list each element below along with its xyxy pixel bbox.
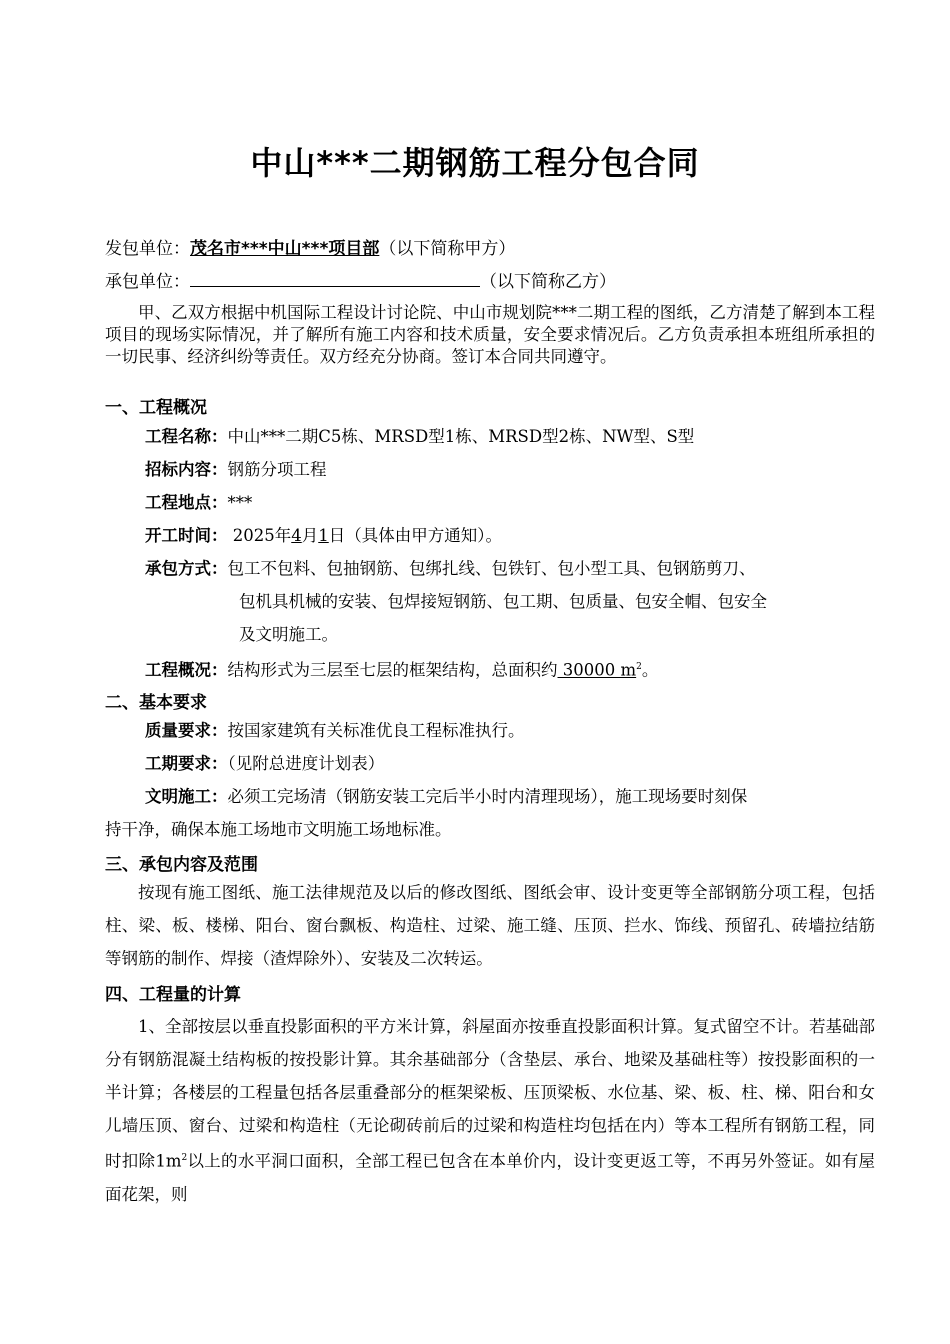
bid-content-label: 招标内容：	[145, 460, 228, 479]
section-4-text-b: 以上的水平洞口面积，全部工程已包含在本单价内，设计变更返工等，不再另外签证。如有屋面花架，则	[105, 1151, 876, 1204]
civil-label: 文明施工：	[145, 787, 228, 806]
overview-prefix: 结构形式为三层至七层的框架结构，总面积约	[227, 660, 558, 680]
contract-mode-label: 承包方式：	[145, 559, 228, 578]
section-4-text	[105, 1010, 875, 1211]
contract-mode-row	[145, 552, 875, 585]
party-b-line	[105, 270, 875, 293]
party-a-line	[105, 238, 875, 260]
section-3-heading: 三、承包内容及范围	[105, 855, 258, 875]
site-label: 工程地点：	[145, 493, 228, 512]
site-row	[145, 486, 875, 519]
section-4-text-sup: 2	[181, 1153, 188, 1163]
party-b-suffix: （以下简称乙方）	[480, 272, 616, 292]
period-row	[145, 747, 875, 780]
civil-line-2: 持干净，确保本施工场地市文明施工场地标准。	[105, 820, 452, 839]
section-1-heading: 一、工程概况	[105, 398, 207, 418]
party-b-label: 承包单位：	[105, 272, 190, 292]
start-time-label: 开工时间：	[145, 526, 228, 545]
project-name-value: 中山***二期C5栋、MRSD型1栋、MRSD型2栋、NW型、S型	[227, 427, 695, 446]
party-a-name: 茂名市***中山***项目部	[190, 239, 380, 259]
contract-mode-line-2: 包机具机械的安装、包焊接短钢筋、包工期、包质量、包安全帽、包安全	[239, 592, 767, 611]
page-title: 中山***二期钢筋工程分包合同	[250, 144, 700, 182]
start-month-unit: 月	[301, 526, 319, 545]
start-month: 4	[291, 526, 302, 545]
project-name-row	[145, 420, 875, 453]
start-day-unit: 日（具体由甲方通知）。	[328, 526, 502, 545]
start-year: 2025年	[227, 526, 292, 545]
party-a-label: 发包单位：	[105, 239, 190, 259]
section-3-text: 按现有施工图纸、施工法律规范及以后的修改图纸、图纸会审、设计变更等全部钢筋分项工程，包括柱、梁、板、楼梯、阳台、窗台飘板、构造柱、过梁、施工缝、压顶、拦水、饰线、预留孔、砖墙拉结筋等钢筋的制作、焊接（渣焊除外）、安装及二次转运。	[105, 883, 875, 968]
party-b-blank	[190, 270, 480, 287]
overview-end: 。	[641, 660, 659, 680]
overview-area: 30000	[557, 660, 621, 680]
start-day: 1	[318, 526, 329, 545]
period-value: （见附总进度计划表）	[227, 754, 385, 773]
project-name-label: 工程名称：	[145, 427, 228, 446]
overview-unit: m	[620, 660, 637, 680]
bid-content-row	[145, 453, 875, 486]
quality-value: 按国家建筑有关标准优良工程标准执行。	[227, 721, 525, 740]
section-4-heading: 四、工程量的计算	[105, 985, 241, 1005]
quality-row	[145, 714, 875, 747]
party-a-suffix: （以下简称甲方）	[379, 239, 516, 259]
contract-mode-line-1: 包工不包料、包抽钢筋、包绑扎线、包铁钉、包小型工具、包钢筋剪刀、	[227, 559, 756, 578]
period-label: 工期要求：	[145, 754, 228, 773]
contract-mode-line-3: 及文明施工。	[239, 625, 338, 644]
quality-label: 质量要求：	[145, 721, 228, 740]
start-time-row	[145, 519, 875, 552]
overview-row	[145, 651, 875, 687]
civil-line-1: 必须工完场清（钢筋安装工完后半小时内清理现场），施工现场要时刻保	[227, 787, 748, 806]
bid-content-value: 钢筋分项工程	[227, 460, 327, 479]
section-2-heading: 二、基本要求	[105, 693, 207, 713]
intro-paragraph: 甲、乙双方根据中机国际工程设计讨论院、中山市规划院***二期工程的图纸，乙方清楚了解到本工程项目的现场实际情况，并了解所有施工内容和技术质量，安全要求情况后。乙方负责承担本班组所承担的一切民事、经济纠纷等责任。双方经充分协商。签订本合同共同遵守。	[105, 303, 875, 366]
site-value: ***	[227, 493, 253, 512]
overview-unit-sup: 2	[636, 662, 642, 672]
section-4-text-a: 1、全部按层以垂直投影面积的平方米计算，斜屋面亦按垂直投影面积计算。复式留空不计。若基础部分有钢筋混凝土结构板的按投影计算。其余基础部分（含垫层、承台、地梁及基础柱等）按投影面积的一半计算；各楼层的工程量包括各层重叠部分的框架梁板、压顶梁板、水位基、梁、板、柱、梯、阳台和女儿墙压顶、窗台、过梁和构造柱（无论砌砖前后的过梁和构造柱均包括在内）等本工程所有钢筋工程，同时扣除1m	[105, 1017, 875, 1171]
civil-row	[145, 780, 875, 813]
overview-label: 工程概况：	[145, 660, 228, 680]
